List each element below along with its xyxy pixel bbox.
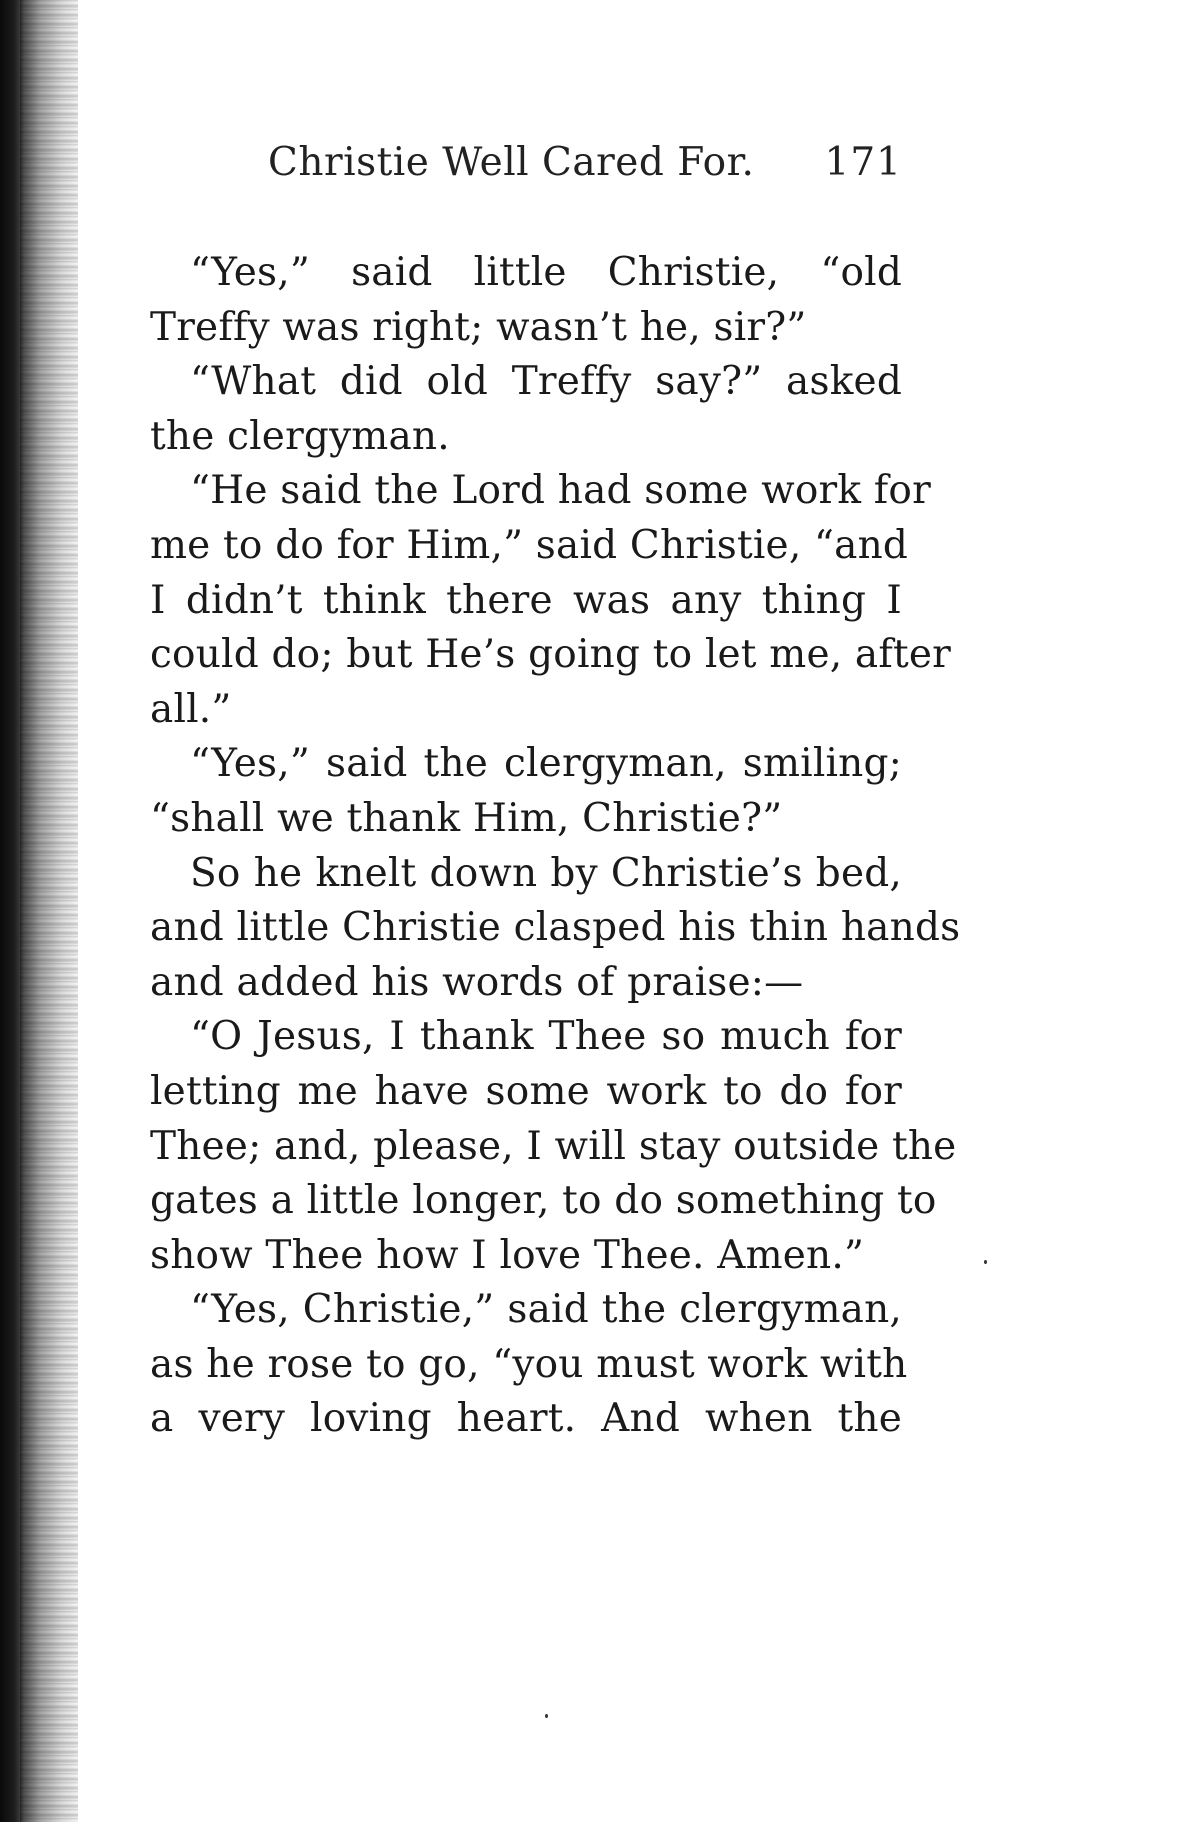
print-speck (545, 1714, 548, 1718)
running-title: Christie Well Cared For. (268, 140, 755, 185)
text-line: and little Christie clasped his thin hands (150, 905, 961, 951)
text-line: as he rose to go, “you must work with (150, 1341, 908, 1387)
text-line: I didn’t think there was any thing I (150, 577, 902, 623)
text-line: Thee; and, please, I will stay outside the (150, 1123, 957, 1169)
text-line: “What did old Treffy say?” asked (190, 359, 902, 405)
print-speck (984, 1260, 987, 1264)
text-line: all.” (150, 686, 232, 732)
text-line: a very loving heart. And when the (150, 1396, 902, 1442)
text-line: “Yes,” said little Christie, “old (190, 250, 902, 295)
body-text (150, 246, 961, 1447)
text-line: show Thee how I love Thee. Amen.” (150, 1232, 865, 1278)
text-line: the clergyman. (150, 413, 450, 459)
text-line: “shall we thank Him, Christie?” (150, 795, 783, 841)
text-line: “Yes, Christie,” said the clergyman, (190, 1287, 902, 1333)
text-line: So he knelt down by Christie’s bed, (190, 850, 902, 896)
running-head (268, 136, 902, 190)
text-line: “O Jesus, I thank Thee so much for (190, 1014, 902, 1060)
text-line: letting me have some work to do for (150, 1068, 902, 1114)
text-line: could do; but He’s going to let me, after (150, 632, 952, 678)
text-line: “Yes,” said the clergyman, smiling; (190, 741, 902, 787)
text-line: gates a little longer, to do something to (150, 1178, 937, 1224)
page-binding-spine (0, 0, 20, 1822)
text-line: “He said the Lord had some work for (190, 468, 931, 514)
text-line: and added his words of praise:— (150, 959, 804, 1005)
text-line: me to do for Him,” said Christie, “and (150, 522, 909, 568)
page-number: 171 (824, 140, 902, 185)
text-line: Treffy was right; wasn’t he, sir?” (150, 304, 807, 350)
